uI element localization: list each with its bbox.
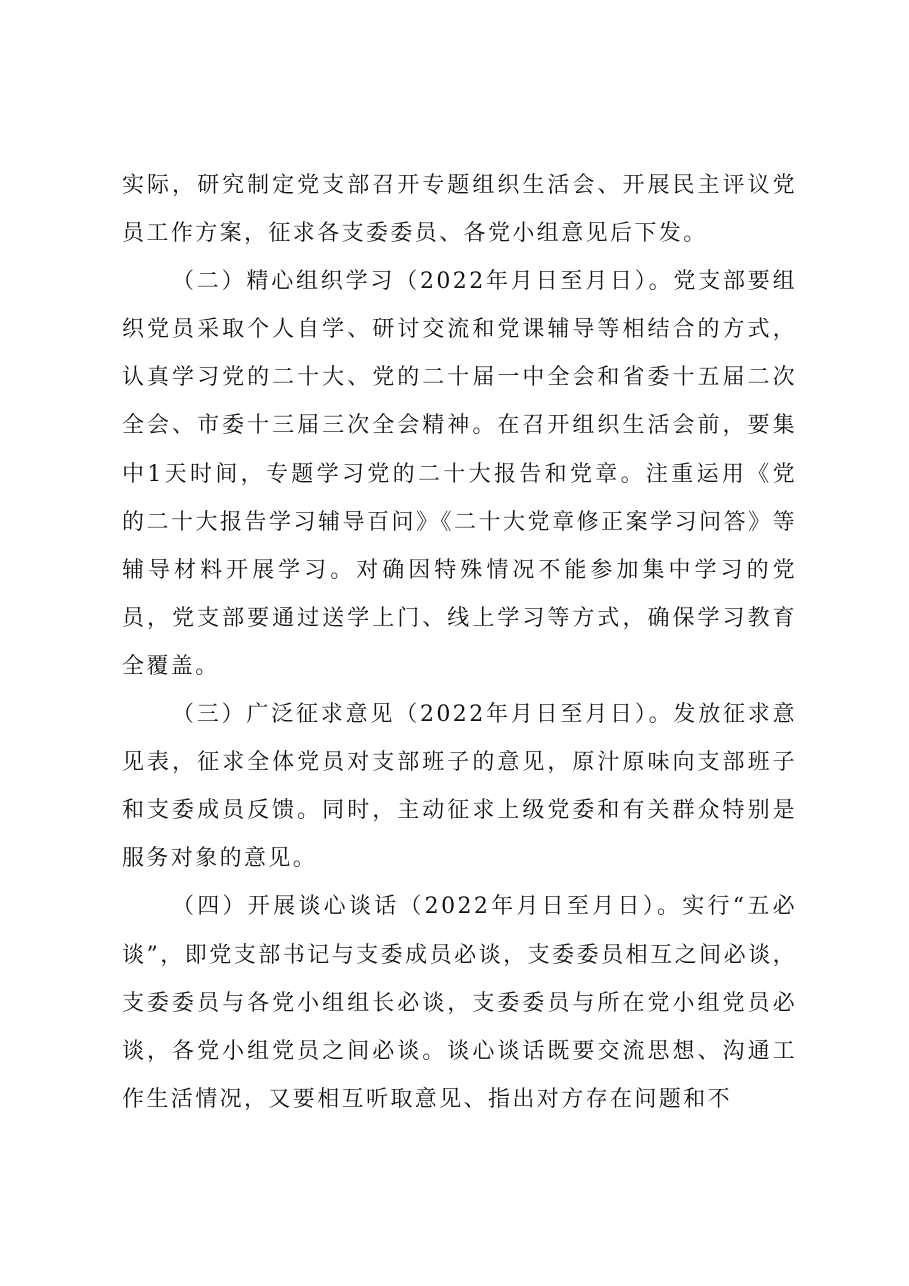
- paragraph-talk-section: （四）开展谈心谈话（2022年月日至月日）。实行“五必谈”，即党支部书记与支委成员必谈，支委委员相互之间必谈，支委委员与各党小组组长必谈，支委委员与所在党小组党员必谈，各党小组党员之间必谈。谈心谈话既要交流思想、沟通工作生活情况，又要相互听取意见、指出对方存在问题和不: [122, 894, 797, 1112]
- document-body: [122, 162, 797, 1124]
- paragraph-continuation: 实际，研究制定党支部召开专题组织生活会、开展民主评议党员工作方案，征求各支委委员、各党小组意见后下发。: [122, 173, 797, 247]
- paragraph-opinion-section: （三）广泛征求意见（2022年月日至月日）。发放征求意见表，征求全体党员对支部班子的意见，原汁原味向支部班子和支委成员反馈。同时，主动征求上级党委和有关群众特别是服务对象的意见。: [122, 702, 797, 872]
- paragraph-study-section: （二）精心组织学习（2022年月日至月日）。党支部要组织党员采取个人自学、研讨交流和党课辅导等相结合的方式，认真学习党的二十大、党的二十届一中全会和省委十五届二次全会、市委十三届三次全会精神。在召开组织生活会前，要集中1天时间，专题学习党的二十大报告和党章。注重运用《党的二十大报告学习辅导百问》《二十大党章修正案学习问答》等辅导材料开展学习。对确因特殊情况不能参加集中学习的党员，党支部要通过送学上门、线上学习等方式，确保学习教育全覆盖。: [122, 269, 797, 679]
